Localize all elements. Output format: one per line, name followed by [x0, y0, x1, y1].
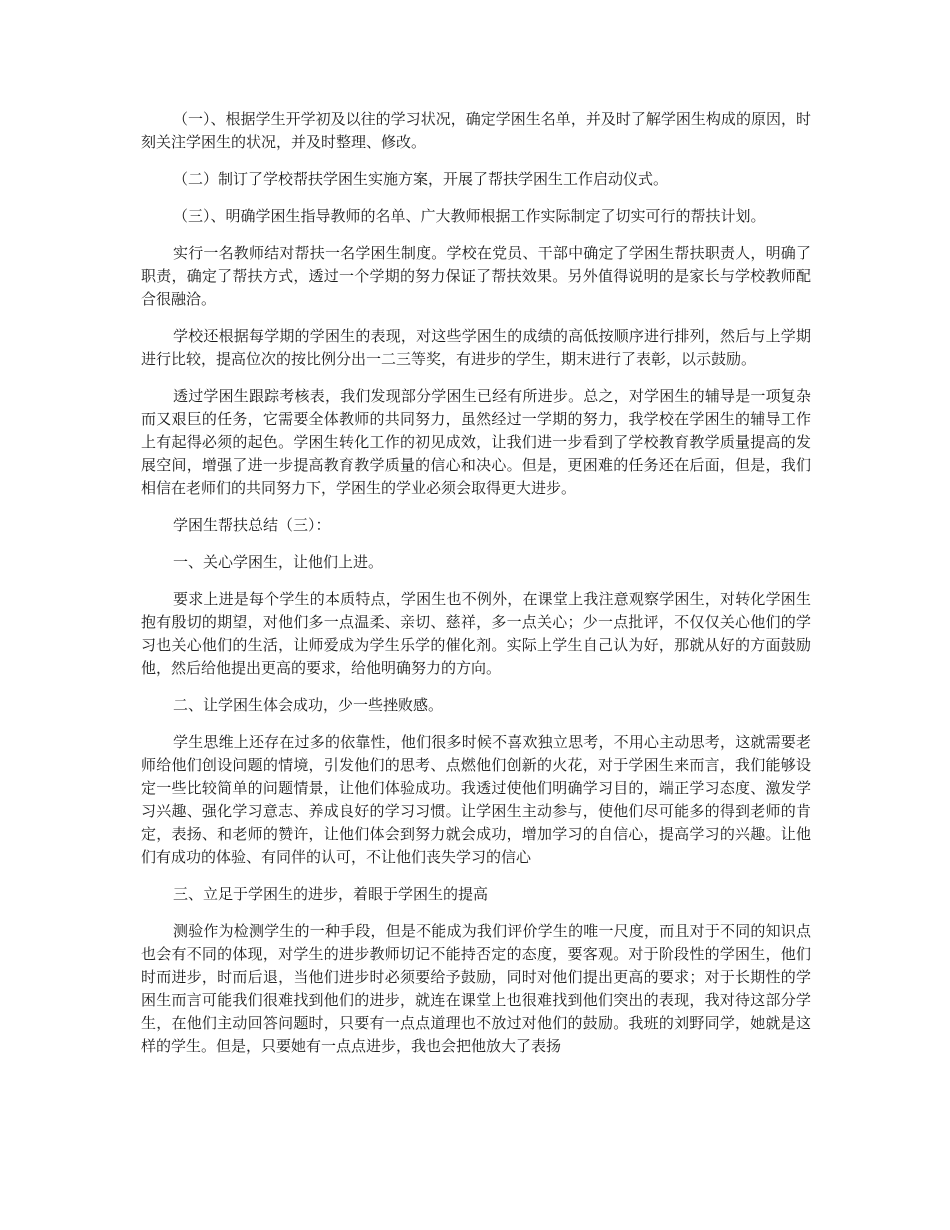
- section-heading-2: 二、让学困生体会成功，少一些挫败感。: [173, 696, 444, 714]
- paragraph-9: 测验作为检测学生的一种手段，但是不能成为我们评价学生的唯一尺度，而且对于不同的知识点也会有不同的体现，对学生的进步教师切记不能持否定的态度，要客观。对于阶段性的学困生，他们时而进步，时而后退，当他们进步时必须要给予鼓励，同时对他们提出更高的要求；对于长期性的学困生而言可能我们很难找到他们的进步，就连在课堂上也很难找到他们突出的表现，我对待这部分学生，在他们主动回答问题时，只要有一点点道理也不放过对他们的鼓励。我班的刘野同学，她就是这样的学生。但是，只要她有一点点进步，我也会把他放大了表扬: [141, 922, 811, 1055]
- paragraph-2: （二）制订了学校帮扶学困生实施方案，开展了帮扶学困生工作启动仪式。: [173, 170, 669, 188]
- paragraph-5: 学校还根据每学期的学困生的表现，对这些学困生的成绩的高低按顺序进行排列，然后与上学期进行比较，提高位次的按比例分出一二三等奖，有进步的学生，期末进行了表彰，以示鼓励。: [141, 327, 811, 368]
- paragraph-7: 要求上进是每个学生的本质特点，学困生也不例外，在课堂上我注意观察学困生，对转化学困生抱有殷切的期望，对他们多一点温柔、亲切、慈祥，多一点关心；少一点批评，不仅仅关心他们的学习也关心他们的生活，让师爱成为学生乐学的催化剂。实际上学生自己认为好，那就从好的方面鼓励他，然后给他提出更高的要求，给他明确努力的方向。: [141, 590, 811, 677]
- paragraph-1: （一）、根据学生开学初及以往的学习状况，确定学困生名单，并及时了解学困生构成的原因，时刻关注学困生的状况，并及时整理、修改。: [141, 110, 811, 151]
- paragraph-6: 透过学困生跟踪考核表，我们发现部分学困生已经有所进步。总之，对学困生的辅导是一项复杂而又艰巨的任务，它需要全体教师的共同努力，虽然经过一学期的努力，我学校在学困生的辅导工作上有起得必须的起色。学困生转化工作的初见成效，让我们进一步看到了学校教育教学质量提高的发展空间，增强了进一步提高教育教学质量的信心和决心。但是，更困难的任务还在后面，但是，我们相信在老师们的共同努力下，学困生的学业必须会取得更大进步。: [141, 387, 811, 497]
- paragraph-3: （三）、明确学困生指导教师的名单、广大教师根据工作实际制定了切实可行的帮扶计划。: [173, 207, 766, 225]
- section-heading-1: 一、关心学困生，让他们上进。: [173, 553, 384, 571]
- document-page: [141, 108, 811, 1072]
- paragraph-8: 学生思维上还存在过多的依靠性，他们很多时候不喜欢独立思考，不用心主动思考，这就需要老师给他们创设问题的情境，引发他们的思考、点燃他们创新的火花，对于学困生来而言，我们能够设定一些比较简单的问题情景，让他们体验成功。我透过使他们明确学习目的，端正学习态度、激发学习兴趣、强化学习意志、养成良好的学习习惯。让学困生主动参与，使他们尽可能多的得到老师的肯定，表扬、和老师的赞许，让他们体会到努力就会成功，增加学习的自信心，提高学习的兴趣。让他们有成功的体验、有同伴的认可，不让他们丧失学习的信心: [141, 733, 811, 866]
- section-heading-3: 三、立足于学困生的进步，着眼于学困生的提高: [173, 885, 489, 903]
- paragraph-4: 实行一名教师结对帮扶一名学困生制度。学校在党员、干部中确定了学困生帮扶职责人，明确了职责，确定了帮扶方式，透过一个学期的努力保证了帮扶效果。另外值得说明的是家长与学校教师配合很融洽。: [141, 244, 811, 308]
- section-title: 学困生帮扶总结（三）：: [173, 516, 331, 534]
